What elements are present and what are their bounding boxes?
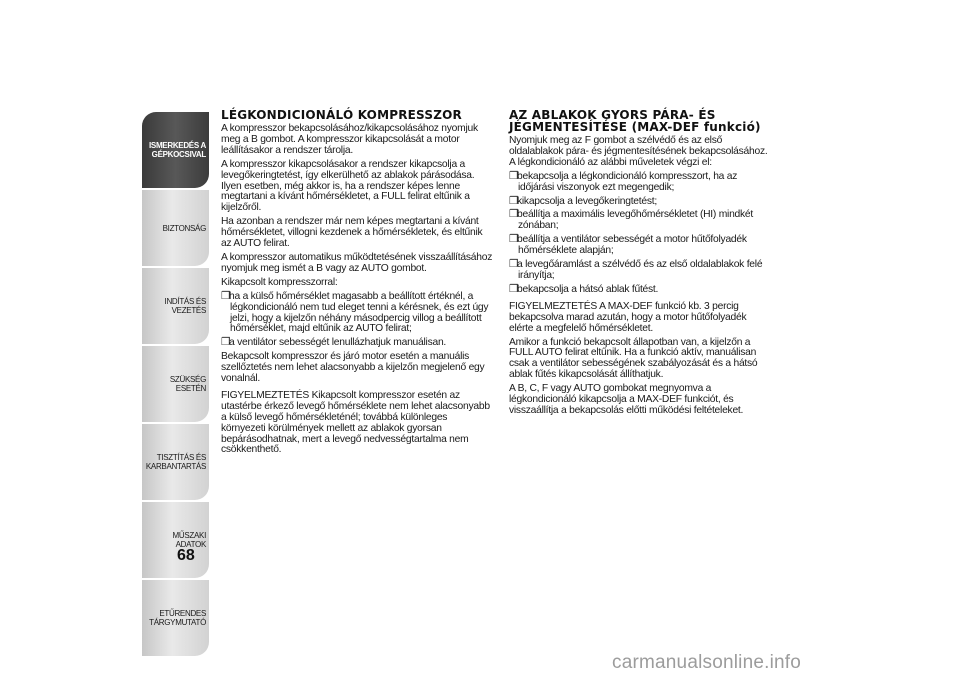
tab-label: INDÍTÁS ÉS VEZETÉS [164,297,206,315]
tab-ismerkedes[interactable] [142,112,209,188]
tab-label: BIZTONSÁG [162,223,206,233]
checkbox-bullet-icon: ❒ [509,234,518,246]
paragraph: Ha azonban a rendszer már nem képes megtartani a kívánt hőmérsékletet, villogni kezdenek a hőmérsékletek, és eltűnik az AUTO felirat. [221,216,483,250]
right-column [509,109,773,420]
tab-biztonsag[interactable] [142,190,209,266]
checkbox-bullet-icon: ❒ [509,259,518,271]
list-item [221,292,494,336]
section-title: AZ ABLAKOK GYORS PÁRA- ÉS JÉGMENTESÍTÉSE (MAX-DEF funkció) [509,108,761,134]
watermark: carmanualsonline.info [612,652,802,673]
paragraph: A B, C, F vagy AUTO gombokat megnyomva a légkondicionáló kikapcsolja a MAX-DEF funkciót, és visszaállítja a bekapcsolás előtti működési feltételeket. [509,383,744,416]
list-item-text: a ventilátor sebességét lenullázhatjuk manuálisan. [229,337,447,349]
tab-muszaki[interactable] [142,502,209,578]
warning-paragraph: FIGYELMEZTETÉS Kikapcsolt kompresszor esetén az utastérbe érkező levegő hőmérséklete nem lehet alacsonyabb a külső levegő hőmérsékleténél; továbbá különleges környezeti körülmények mellett az ablakok gyorsan bepárásodhatnak, mert a levegő nedvességtartalma nem csökkenthető. [221,389,490,456]
section-title: LÉGKONDICIONÁLÓ KOMPRESSZOR [221,108,462,122]
tab-label: SZÜKSÉG ESETÉN [169,375,206,393]
chapter-sidebar [142,112,209,656]
paragraph: Amikor a funkció bekapcsolt állapotban van, a kijelzőn a FULL AUTO felirat eltűnik. Ha a funkció aktív, manuálisan csak a ventilátor sebességének szabályozását és a hátsó ablak fűtés kikapcsolását állíthatjuk. [509,336,758,381]
list-item-text: kikapcsolja a levegőkeringtetést; [517,195,657,207]
list-item [221,338,494,349]
checkbox-bullet-icon: ❒ [509,209,518,221]
tab-tisztitas[interactable] [142,424,209,500]
paragraph: Kikapcsolt kompresszorral: [221,276,338,288]
list-item [509,210,773,232]
paragraph: Bekapcsolt kompresszor és járó motor esetén a manuális szellőztetés nem lehet alacsonyabb a kijelzőn megjelenő egy vonalnál. [221,351,485,385]
list-item [509,197,773,208]
list-item-text: a levegőáramlást a szélvédő és az első oldalablakok felé irányítja; [517,259,763,281]
bullet-list [221,292,494,350]
list-item [509,235,773,257]
list-item-text: bekapcsolja a légkondicionáló kompresszort, ha az időjárási viszonyok ezt megengedik; [517,170,738,193]
list-item [509,285,773,296]
left-column [221,109,494,459]
tab-label: ISMERKEDÉS A GÉPKOCSIVAL [148,141,206,159]
list-item [509,260,773,282]
list-item-text: bekapcsolja a hátsó ablak fűtést. [517,283,659,295]
tab-label: MŰSZAKI ADATOK [172,531,206,549]
paragraph: A kompresszor bekapcsolásához/kikapcsolásához nyomjuk meg a B gombot. A kompresszor kikapcsolását a motor leállításakor a rendszer tárolja. [221,123,478,156]
checkbox-bullet-icon: ❒ [221,290,230,302]
paragraph: A kompresszor kikapcsolásakor a rendszer kikapcsolja a levegőkeringtetést, így elkerülhető az ablakok párásodása. Ilyen esetben, még akkor is, ha a rendszer képes lenne megtartani a kívánt hőmérsékletet, a FULL felirat eltűnik a kijelzőről. [221,158,475,214]
checkbox-bullet-icon: ❒ [509,170,518,182]
tab-targymutato[interactable] [142,580,209,656]
warning-paragraph: FIGYELMEZTETÉS A MAX-DEF funkció kb. 3 percig bekapcsolva marad azután, hogy a motor hűtőfolyadék elérte a megfelelő hőmérsékletet. [509,300,747,334]
paragraph: Nyomjuk meg az F gombot a szélvédő és az első oldalablakok pára- és jégmentesítésének bekapcsolásához. A légkondicionáló az alábbi műveletek végzi el: [509,135,768,168]
list-item-text: beállítja a maximális levegőhőmérsékletet (HI) mindkét zónában; [517,209,754,232]
bullet-list [509,172,773,296]
checkbox-bullet-icon: ❒ [509,195,518,207]
list-item-text: ha a külső hőmérséklet magasabb a beállított értéknél, a légkondicionáló nem tud eleget tenni a kérésnek, és ezt úgy jelzi, hogy a kijelzőn néhány másodpercig villog a beállított hőmérséklet, majd eltűnik az AUTO felirat; [229,290,489,335]
paragraph: A kompresszor automatikus működtetésének visszaállításához nyomjuk meg ismét a B vagy az AUTO gombot. [221,251,493,274]
page-number: 68 [177,547,195,564]
checkbox-bullet-icon: ❒ [221,337,230,349]
list-item-text: beállítja a ventilátor sebességét a motor hűtőfolyadék hőmérséklete alapján; [517,234,747,257]
tab-inditas[interactable] [142,268,209,344]
tab-label: TISZTÍTÁS ÉS KARBANTARTÁS [145,453,206,471]
checkbox-bullet-icon: ❒ [509,283,518,295]
tab-label: ETŰRENDES TÁRGYMUTATÓ [149,609,206,627]
tab-szukseg[interactable] [142,346,209,422]
list-item [509,172,773,194]
